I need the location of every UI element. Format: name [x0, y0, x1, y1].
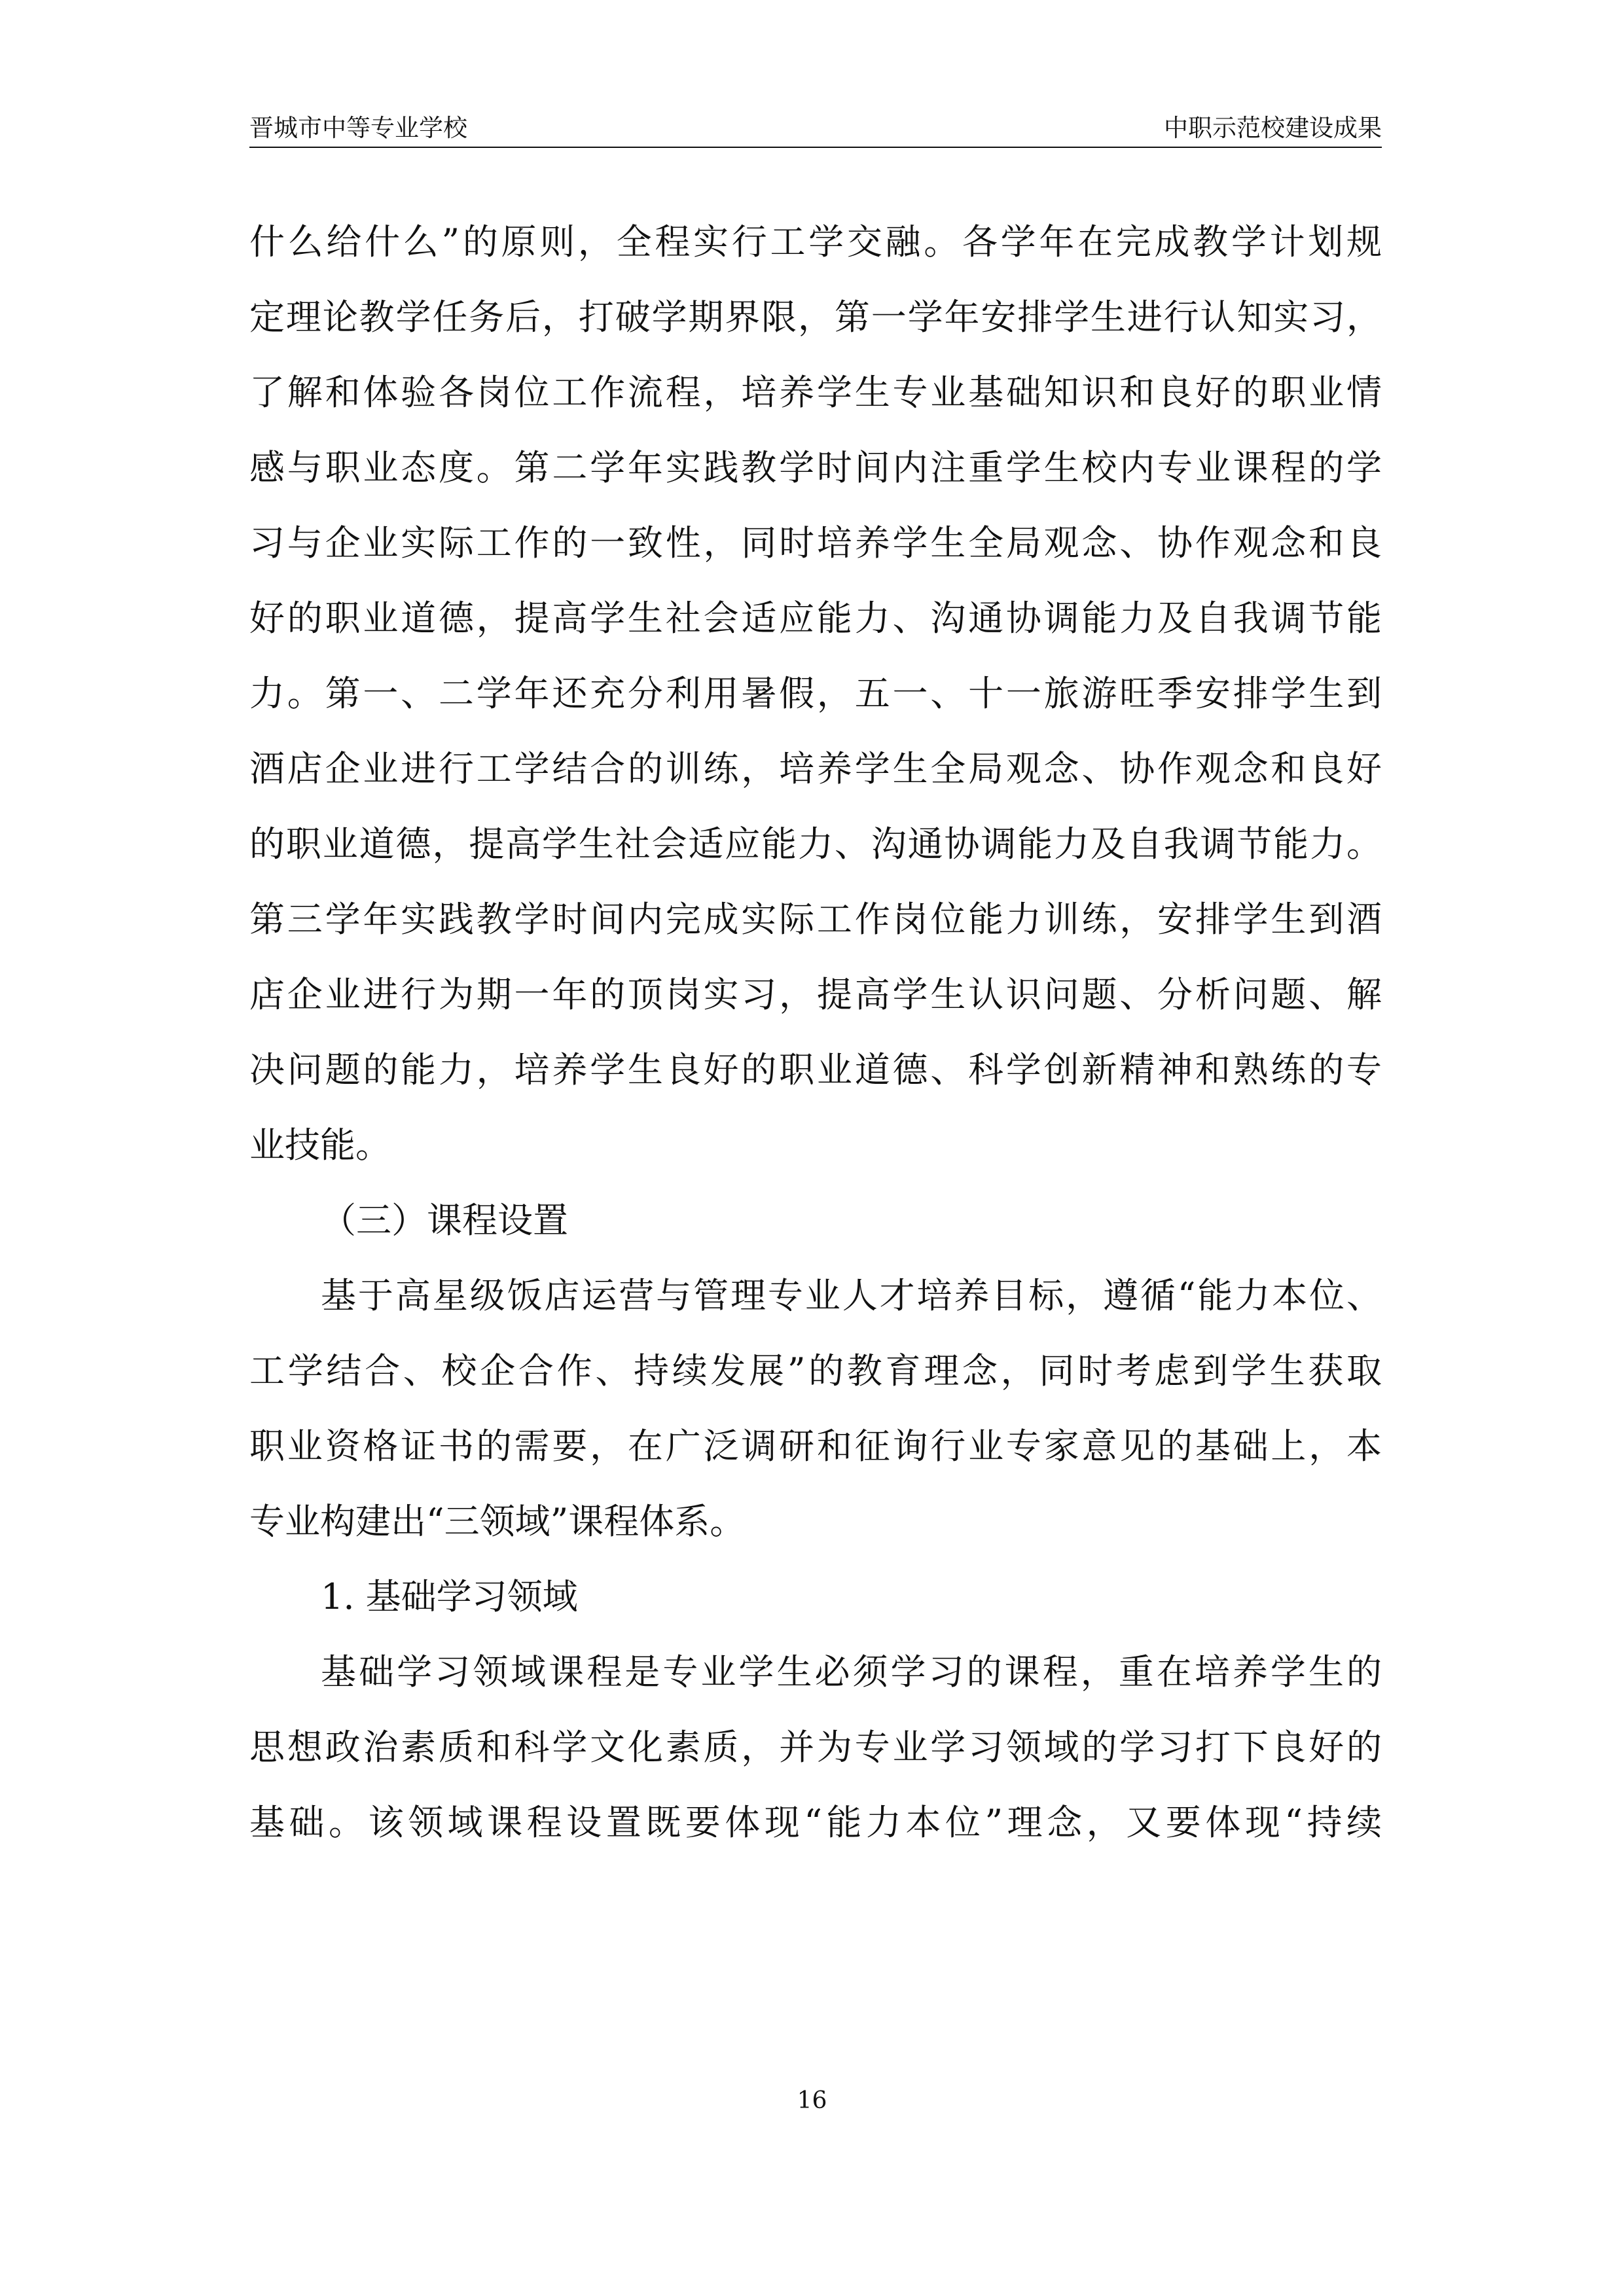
text-line: 定理论教学任务后，打破学期界限，第一学年安排学生进行认知实习， [249, 296, 1382, 338]
text-line: 第三学年实践教学时间内完成实际工作岗位能力训练，安排学生到酒 [249, 899, 1382, 940]
text-line: 感与职业态度。第二学年实践教学时间内注重学生校内专业课程的学 [249, 447, 1382, 488]
text-line: 思想政治素质和科学文化素质，并为专业学习领域的学习打下良好的 [249, 1727, 1382, 1768]
text-line: 基础。该领域课程设置既要体现“能力本位”理念，又要体现“持续 [249, 1802, 1382, 1843]
text-line: 职业资格证书的需要，在广泛调研和征询行业专家意见的基础上，本 [249, 1426, 1382, 1467]
text-line: 基础学习领域课程是专业学生必须学习的课程，重在培养学生的 [321, 1651, 1382, 1693]
text-line: 工学结合、校企合作、持续发展”的教育理念，同时考虑到学生获取 [249, 1350, 1382, 1391]
header-school-name: 晋城市中等专业学校 [249, 114, 467, 142]
text-line: 力。第一、二学年还充分利用暑假，五一、十一旅游旺季安排学生到 [249, 673, 1382, 714]
text-line: 决问题的能力，培养学生良好的职业道德、科学创新精神和熟练的专 [249, 1049, 1382, 1090]
header-section-title: 中职示范校建设成果 [1164, 114, 1382, 142]
text-line: 习与企业实际工作的一致性，同时培养学生全局观念、协作观念和良 [249, 522, 1382, 564]
body-text [249, 204, 1382, 1860]
text-line: 店企业进行为期一年的顶岗实习，提高学生认识问题、分析问题、解 [249, 974, 1382, 1015]
page-number: 16 [797, 2087, 827, 2114]
text-line: 基于高星级饭店运营与管理专业人才培养目标，遵循“能力本位、 [321, 1275, 1382, 1316]
text-line: 专业构建出“三领域”课程体系。 [249, 1501, 746, 1542]
section-heading: （三）课程设置 [321, 1200, 568, 1241]
text-line: 的职业道德，提高学生社会适应能力、沟通协调能力及自我调节能力。 [249, 823, 1382, 865]
text-line: 了解和体验各岗位工作流程，培养学生专业基础知识和良好的职业情 [249, 372, 1382, 413]
page-header [249, 110, 1382, 148]
subsection-heading: 1. 基础学习领域 [321, 1576, 578, 1617]
text-line: 业技能。 [249, 1124, 391, 1166]
text-line: 好的职业道德，提高学生社会适应能力、沟通协调能力及自我调节能 [249, 598, 1382, 639]
text-line: 什么给什么”的原则，全程实行工学交融。各学年在完成教学计划规 [249, 221, 1382, 262]
text-line: 酒店企业进行工学结合的训练，培养学生全局观念、协作观念和良好 [249, 748, 1382, 789]
